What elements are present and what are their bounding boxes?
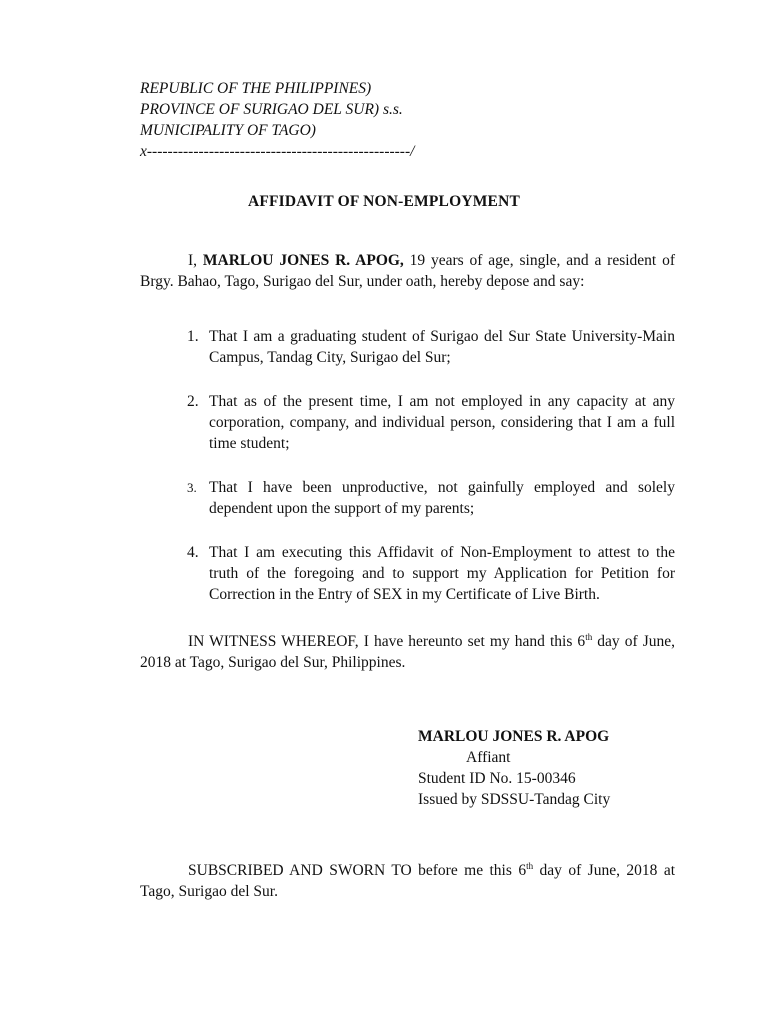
list-item-text: That I am a graduating student of Surigao del Sur State University-Main Campus, Tandag City, Surigao del Sur; (209, 328, 675, 366)
list-item (140, 391, 675, 454)
jurat-paragraph (140, 860, 675, 902)
witness-ordinal: th (585, 632, 593, 642)
intro-paragraph (140, 250, 675, 292)
list-item-text: That I have been unproductive, not gainfully employed and solely dependent upon the support of my parents; (209, 479, 675, 517)
list-item-number: 3. (187, 480, 197, 495)
venue-municipality: MUNICIPALITY OF TAGO) (140, 122, 316, 139)
affiant-name-inline: MARLOU JONES R. APOG, (202, 252, 404, 269)
list-item (140, 326, 675, 368)
venue-header (140, 78, 414, 162)
depositions-list (140, 326, 675, 628)
affiant-label: Affiant (466, 749, 511, 766)
venue-separator: x---------------------------------------------------/ (140, 143, 415, 160)
issued-by: Issued by SDSSU-Tandag City (418, 791, 611, 808)
list-item-text: That as of the present time, I am not employed in any capacity at any corporation, company, and individual person, considering that I am a full time student; (209, 393, 675, 452)
list-item-number: 4. (187, 544, 199, 561)
witness-text-after: day of June, 2018 at Tago, Surigao del Sur, Philippines. (140, 633, 676, 671)
document-title: AFFIDAVIT OF NON-EMPLOYMENT (247, 193, 521, 210)
intro-prefix: I, (188, 252, 203, 269)
list-item (140, 542, 675, 605)
jurat-text-before: SUBSCRIBED AND SWORN TO before me this 6 (188, 862, 527, 879)
student-id: Student ID No. 15-00346 (418, 770, 576, 787)
jurat-ordinal: th (526, 861, 534, 871)
intro-text: 19 years of age, single, and a resident of Brgy. Bahao, Tago, Surigao del Sur, under oath, hereby depose and say: (140, 252, 675, 290)
list-item-text: That I am executing this Affidavit of Non-Employment to attest to the truth of the foregoing and to support my Application for Petition for Correction in the Entry of SEX in my Certificate of Live Birth. (209, 544, 675, 603)
signature-block (418, 726, 610, 810)
jurat-text-after: day of June, 2018 at Tago, Surigao del Sur. (140, 862, 675, 900)
list-item-number: 2. (187, 393, 199, 410)
venue-republic: REPUBLIC OF THE PHILIPPINES) (140, 80, 372, 97)
witness-text-before: IN WITNESS WHEREOF, I have hereunto set my hand this 6 (188, 633, 586, 650)
witness-paragraph (140, 631, 675, 673)
list-item (140, 477, 675, 519)
venue-province: PROVINCE OF SURIGAO DEL SUR) s.s. (140, 101, 403, 118)
affiant-name: MARLOU JONES R. APOG (418, 728, 610, 745)
list-item-number: 1. (187, 328, 199, 345)
